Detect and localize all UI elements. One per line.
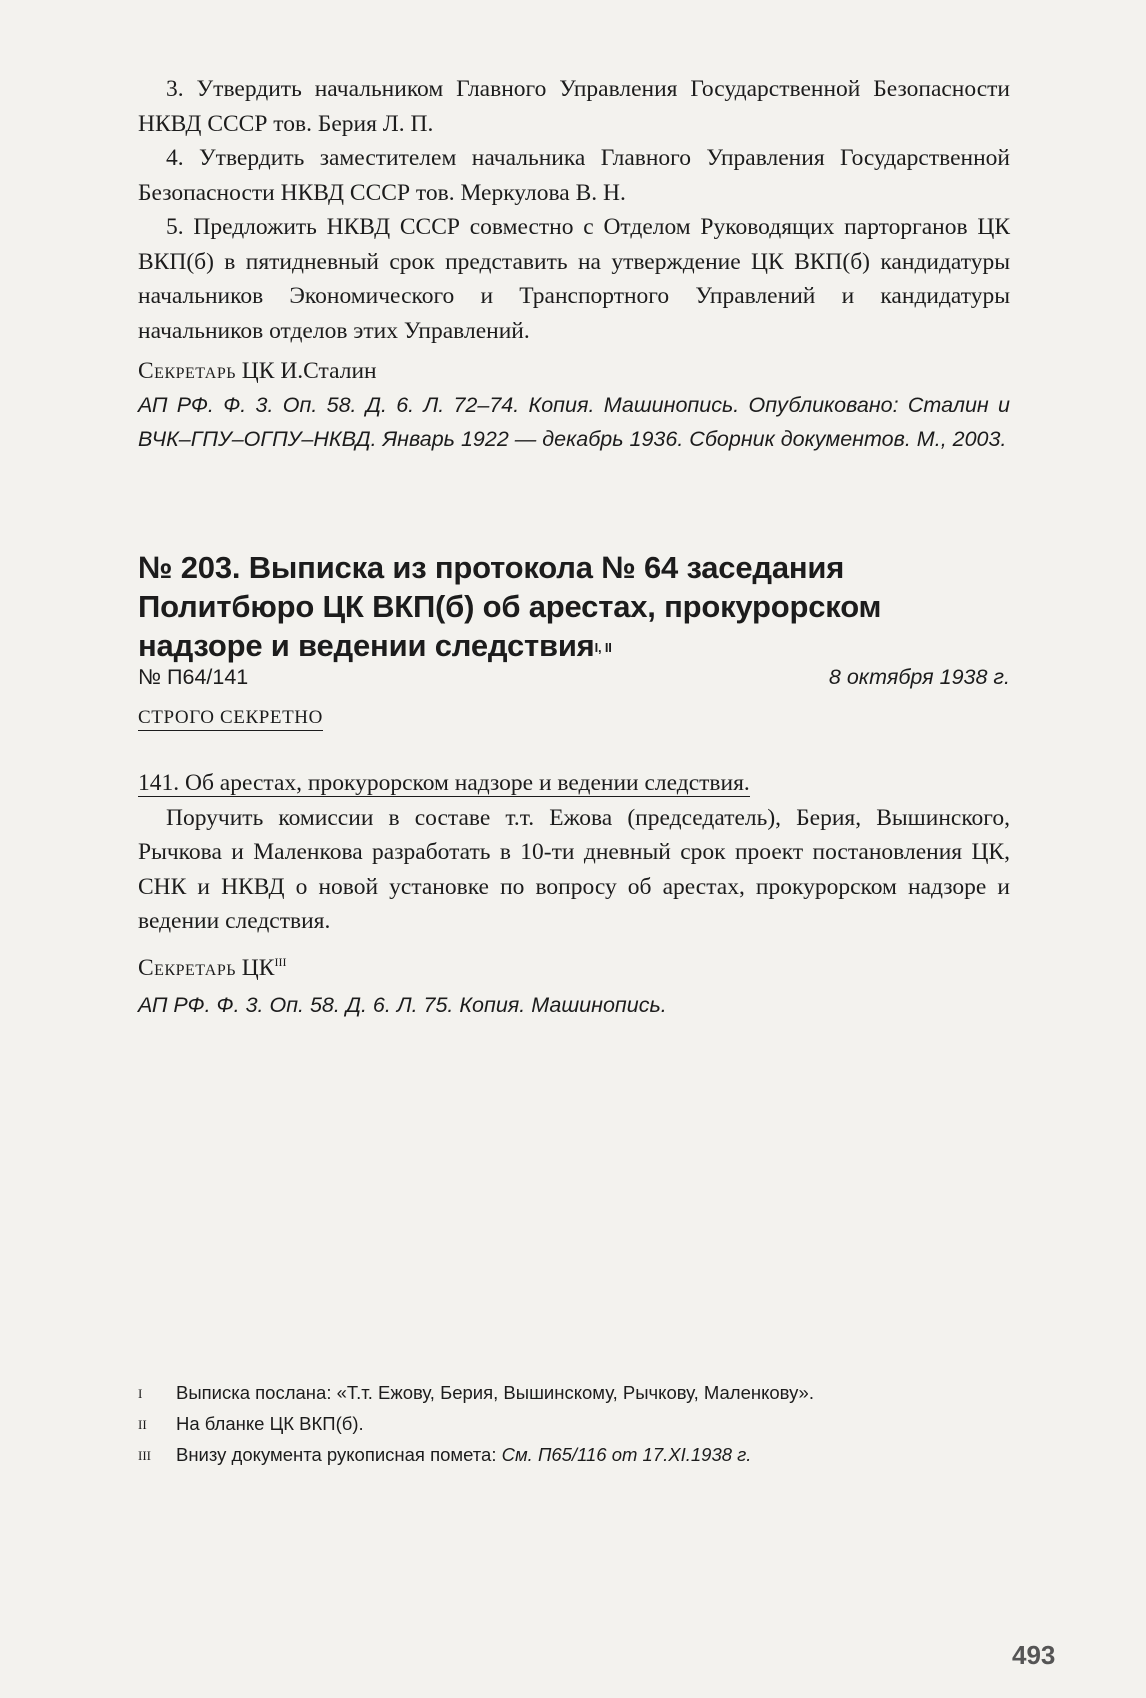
document-meta xyxy=(138,662,1010,692)
document-body-paragraph: Поручить комиссии в составе т.т. Ежова (председатель), Берия, Вышинского, Рычкова и Маленкова разработать в 10-ти дневный срок проект постановления ЦК, СНК и НКВД о новой установке по вопросу об арестах, прокурорском надзоре и ведении следствия. xyxy=(138,804,1010,934)
secretary-name: ЦК И.Сталин xyxy=(241,358,377,384)
paragraph-item-3: 3. Утвердить начальником Главного Управления Государственной Безопасности НКВД СССР тов. Берия Л. П. xyxy=(138,76,1010,137)
paragraph-item-4: 4. Утвердить заместителем начальника Главного Управления Государственной Безопасности НКВД СССР тов. Меркулова В. Н. xyxy=(138,145,1010,206)
footnote-text: На бланке ЦК ВКП(б). xyxy=(176,1413,364,1434)
classification-stamp: СТРОГО СЕКРЕТНО xyxy=(138,707,323,731)
source-citation: АП РФ. Ф. 3. Оп. 58. Д. 6. Л. 72–74. Копия. Машинопись. Опубликовано: Сталин и ВЧК–ГПУ–ОГПУ–НКВД. Январь 1922 — декабрь 1936. Сборник документов. М., 2003. xyxy=(138,393,1010,451)
footnote-text-italic: См. П65/116 от 17.XI.1938 г. xyxy=(501,1444,752,1465)
document-header xyxy=(138,548,1010,665)
source-citation-1-block xyxy=(138,388,1010,456)
item-heading-text: 141. Об арестах, прокурорском надзоре и ведении следствия. xyxy=(138,770,750,796)
footnote-mark: I xyxy=(138,1386,143,1401)
document-secretary-signature xyxy=(138,945,1010,985)
footnote-mark: II xyxy=(138,1417,147,1432)
document-date: 8 октября 1938 г. xyxy=(828,665,1010,689)
footnote xyxy=(138,1378,1010,1409)
footnote-text xyxy=(176,1440,751,1471)
document-secretary-name: ЦК xyxy=(241,954,275,981)
page-number: 493 xyxy=(1012,1640,1056,1670)
document-source-citation: АП РФ. Ф. 3. Оп. 58. Д. 6. Л. 75. Копия. Машинопись. xyxy=(138,993,667,1017)
classification-block xyxy=(138,707,1010,731)
document-title-text: № 203. Выписка из протокола № 64 заседания Политбюро ЦК ВКП(б) об арестах, прокурорском надзоре и ведении следствия xyxy=(138,550,882,663)
footnote-text-plain: Внизу документа рукописная помета: xyxy=(176,1444,502,1465)
document-body xyxy=(138,766,1010,985)
paragraph-item-5: 5. Предложить НКВД СССР совместно с Отделом Руководящих парторганов ЦК ВКП(б) в пятидневный срок представить на утверждение ЦК ВКП(б) кандидатуры начальников Экономического и Транспортного Управлений и кандидатуры начальников отделов этих Управлений. xyxy=(138,214,1010,344)
footnote xyxy=(138,1409,1010,1440)
item-heading xyxy=(138,766,1010,801)
secretary-label: Секретарь xyxy=(138,358,236,384)
document-number: № П64/141 xyxy=(138,665,249,689)
secretary-footnote-mark: III xyxy=(274,954,287,969)
footnote xyxy=(138,1440,1010,1471)
source-citation-2-block xyxy=(138,988,1010,1022)
document-secretary-label: Секретарь xyxy=(138,954,236,981)
footnotes xyxy=(138,1378,1010,1471)
title-footnote-marks: I, II xyxy=(594,640,612,655)
document-title xyxy=(138,548,1010,665)
footnote-mark: III xyxy=(138,1448,151,1463)
preceding-document-end xyxy=(138,72,1010,389)
footnote-text: Выписка послана: «Т.т. Ежову, Берия, Вышинскому, Рычкову, Маленкову». xyxy=(176,1382,814,1403)
secretary-signature xyxy=(138,354,1010,389)
